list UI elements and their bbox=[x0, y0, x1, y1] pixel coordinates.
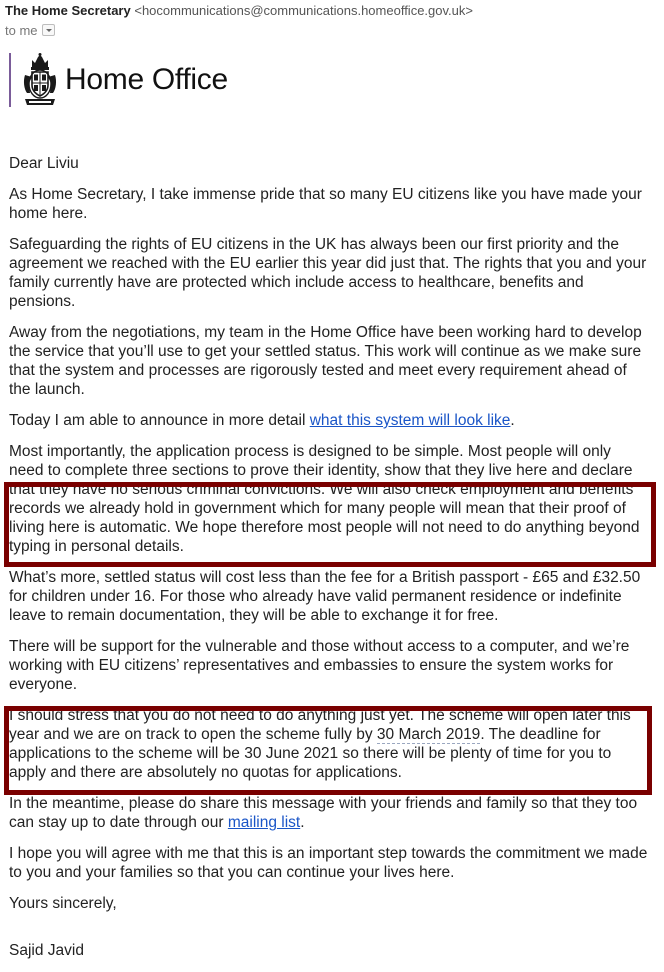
royal-crest-icon bbox=[23, 53, 57, 107]
logo-text: Home Office bbox=[65, 63, 228, 96]
paragraph-commitment: I hope you will agree with me that this is an important step towards the commitment we made to you and your families so that you can continue your lives here. bbox=[9, 845, 648, 881]
logo-bar bbox=[9, 53, 11, 107]
paragraph-intro: As Home Secretary, I take immense pride that so many EU citizens like you have made your home here. bbox=[9, 186, 642, 222]
sender-name[interactable]: The Home Secretary bbox=[5, 3, 131, 18]
sender-email: <hocommunications@communications.homeoffice.gov.uk> bbox=[134, 3, 473, 18]
paragraph-announcement: Today I am able to announce in more detail what this system will look like. bbox=[9, 412, 515, 429]
email-body bbox=[9, 154, 649, 972]
email-header bbox=[5, 3, 473, 19]
paragraph-cost: What’s more, settled status will cost less than the fee for a British passport - £65 and £32.50 for children under 16. For those who already have valid permanent residence or indefinite leave to remain documentation, they will be able to exchange it for free. bbox=[9, 569, 641, 624]
recipient-label: to me bbox=[5, 23, 38, 38]
recipient-line bbox=[5, 23, 55, 39]
mailing-list-link[interactable]: mailing list bbox=[227, 814, 301, 831]
closing: Yours sincerely, bbox=[9, 895, 117, 912]
paragraph-application-process: Most importantly, the application process is designed to be simple. Most people will only need to complete three sections to prove their identity, show that they live here and declare that they have no serious criminal convictions. We will also check employment and benefits records we already hold in government which for many people will mean that their proof of living here is automatic. We hope therefore most people will not need to do anything beyond typing in personal details. bbox=[9, 443, 640, 555]
date-link[interactable]: 30 March 2019 bbox=[376, 726, 481, 743]
dropdown-caret-icon[interactable] bbox=[42, 24, 55, 36]
paragraph-share: In the meantime, please do share this message with your friends and family so that they too can stay up to date through our mailing list. bbox=[9, 795, 638, 831]
paragraph-support: There will be support for the vulnerable and those without access to a computer, and we’re working with EU citizens’ representatives and embassies to ensure the system works for everyone. bbox=[9, 638, 630, 693]
signature: Sajid Javid bbox=[9, 942, 84, 959]
paragraph-rights: Safeguarding the rights of EU citizens in the UK has always been our first priority and the agreement we reached with the EU earlier this year did just that. The rights that you and your family currently have are protected which include access to healthcare, benefits and pensions. bbox=[9, 236, 647, 310]
paragraph-negotiations: Away from the negotiations, my team in the Home Office have been working hard to develop the service that you’ll use to get your settled status. This work will continue as we make sure that the system and processes are rigorously tested and meet every requirement ahead of the launch. bbox=[9, 324, 642, 398]
paragraph-timeline: I should stress that you do not need to do anything just yet. The scheme will open later this year and we are on track to open the scheme fully by 30 March 2019. The deadline for applications to the scheme will be 30 June 2021 so there will be plenty of time for you to apply and there are absolutely no quotas for applications. bbox=[9, 707, 631, 781]
system-details-link[interactable]: what this system will look like bbox=[309, 412, 511, 429]
greeting: Dear Liviu bbox=[9, 155, 79, 172]
